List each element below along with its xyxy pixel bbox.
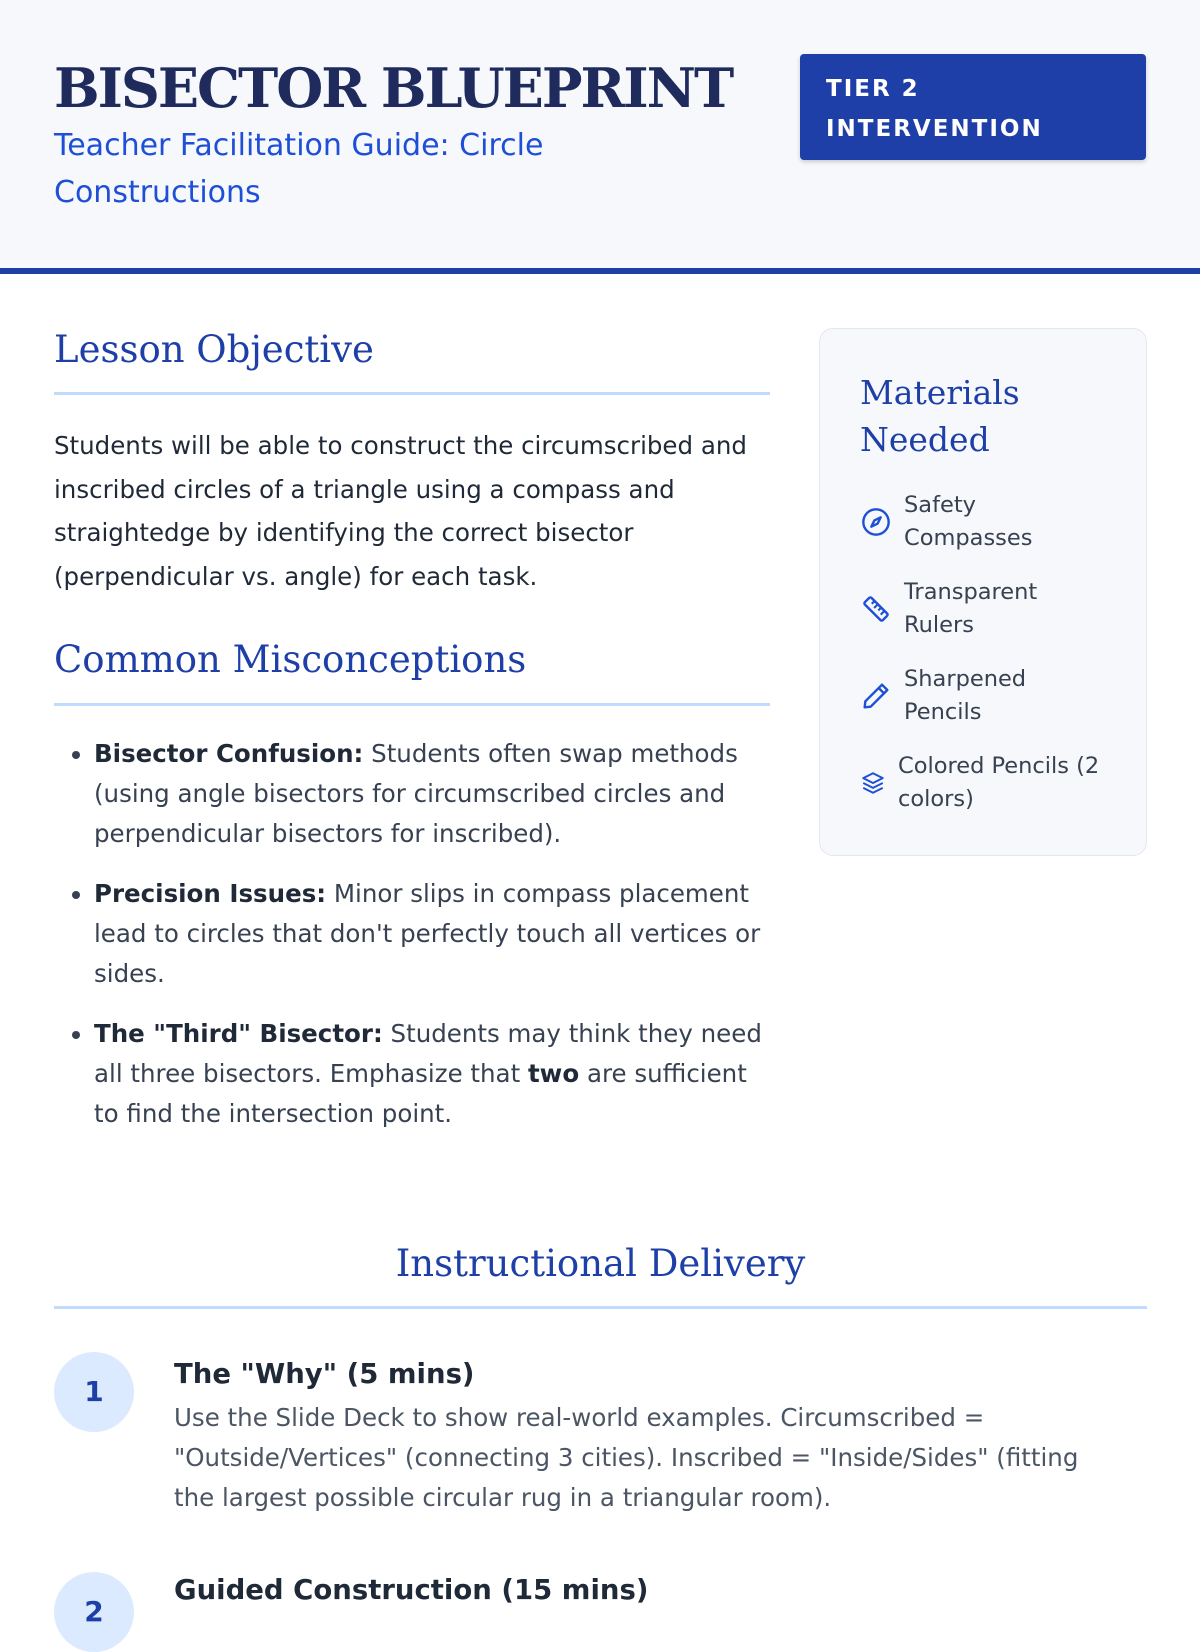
misconceptions-list	[54, 734, 770, 1154]
materials-heading: Materials Needed	[860, 373, 1020, 459]
compass-icon	[860, 506, 892, 538]
material-label: Safety Compasses	[904, 492, 1033, 551]
misconception-item	[94, 1014, 770, 1134]
step-title: Guided Construction (15 mins)	[174, 1574, 649, 1606]
misconception-item	[94, 734, 770, 854]
step-title: The "Why" (5 mins)	[174, 1358, 475, 1390]
step-description: Use the Slide Deck to show real-world examples. Circumscribed = "Outside/Vertices" (connecting 3 cities). Inscribed = "Inside/Sides" (fitting the largest possible circular rug in a triangular room).	[174, 1403, 1079, 1512]
misconception-item	[94, 874, 770, 994]
material-label: Colored Pencils (2 colors)	[898, 753, 1100, 812]
objective-text: Students will be able to construct the circumscribed and inscribed circles of a triangle using a compass and straightedge by identifying the correct bisector (perpendicular vs. angle) for each task.	[54, 431, 747, 591]
material-label: Transparent Rulers	[904, 579, 1038, 638]
page-header	[0, 0, 1200, 274]
material-item-pencil	[860, 663, 1090, 729]
objective-heading: Lesson Objective	[54, 328, 374, 371]
page-subtitle: Teacher Facilitation Guide: Circle Constructions	[54, 128, 544, 210]
misconceptions-divider	[54, 703, 770, 706]
misconception-text: Students often swap methods (using angle bisectors for circumscribed circles and perpendicular bisectors for inscribed).	[94, 739, 738, 848]
layers-icon	[860, 770, 886, 796]
misconception-term: Bisector Confusion:	[94, 739, 364, 768]
misconception-text: Minor slips in compass placement lead to circles that don't perfectly touch all vertices or sides.	[94, 879, 761, 988]
objective-divider	[54, 392, 770, 395]
ruler-icon	[860, 593, 892, 625]
material-item-ruler	[860, 576, 1090, 642]
badge-line-1: TIER 2	[826, 76, 920, 102]
misconception-text-end: are sufficient to find the intersection point.	[94, 1059, 747, 1128]
material-item-colored-pencils	[860, 750, 1120, 816]
delivery-divider	[54, 1306, 1147, 1309]
page-title: BISECTOR BLUEPRINT	[54, 56, 733, 120]
misconception-text: Students may think they need all three bisectors. Emphasize that	[94, 1019, 762, 1088]
misconception-term: Precision Issues:	[94, 879, 327, 908]
badge-line-2: INTERVENTION	[826, 116, 1043, 142]
misconception-emphasis: two	[527, 1059, 580, 1088]
material-item-compass	[860, 489, 1090, 555]
misconceptions-heading: Common Misconceptions	[54, 638, 527, 681]
step-number-badge: 2	[54, 1572, 134, 1652]
material-label: Sharpened Pencils	[904, 666, 1027, 725]
misconception-term: The "Third" Bisector:	[94, 1019, 383, 1048]
delivery-heading: Instructional Delivery	[395, 1242, 806, 1285]
step-number-badge: 1	[54, 1352, 134, 1432]
materials-card	[819, 328, 1147, 856]
tier-badge	[800, 54, 1146, 160]
pencil-icon	[860, 680, 892, 712]
